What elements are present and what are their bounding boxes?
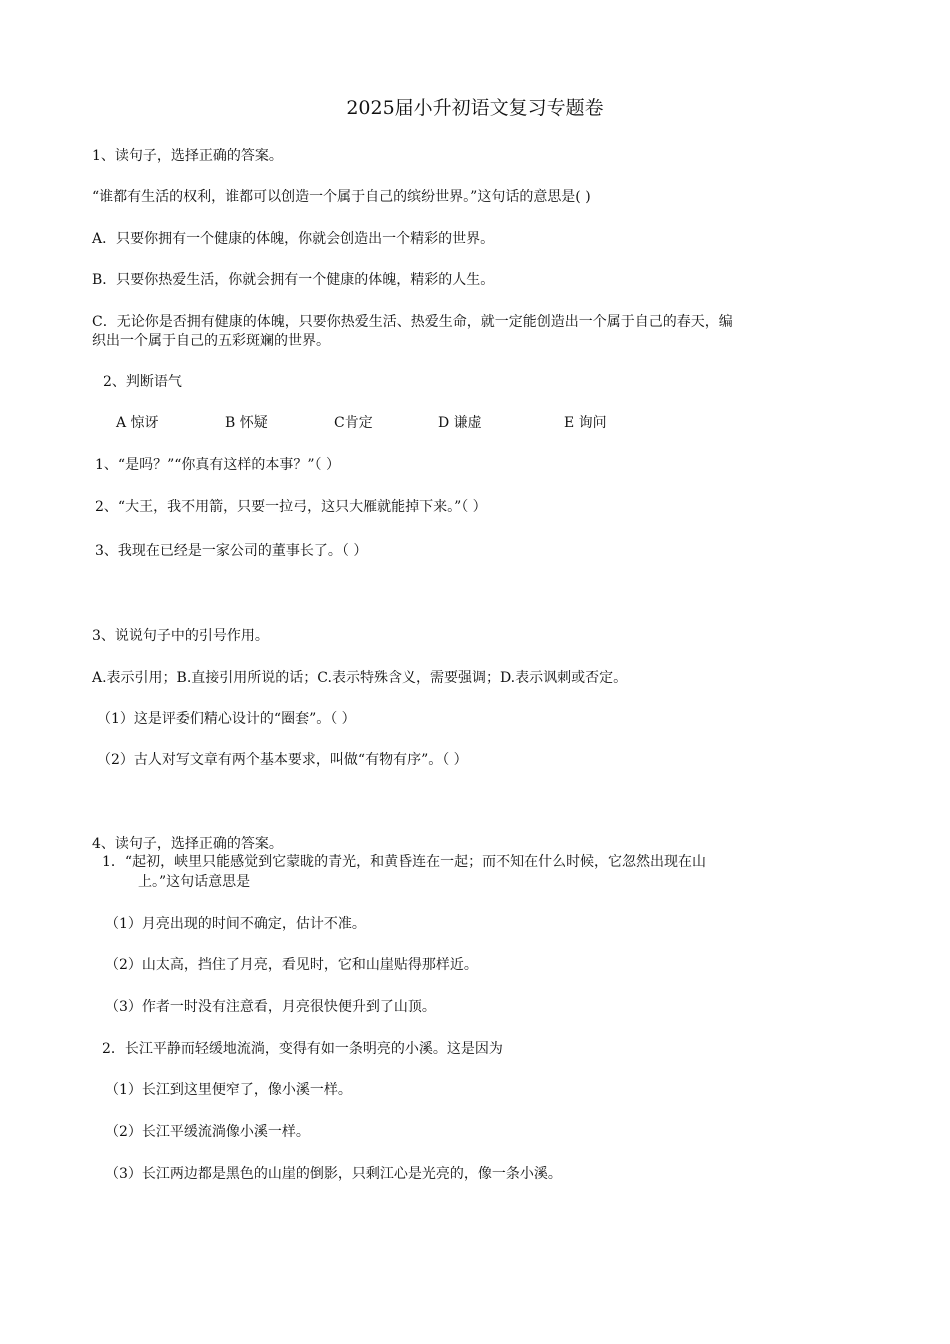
q1-option-b: B．只要你热爱生活，你就会拥有一个健康的体魄，精彩的人生。: [92, 272, 495, 288]
q4-sub2-option-3: （3）长江两边都是黑色的山崖的倒影，只剩江心是光亮的，像一条小溪。: [105, 1166, 562, 1182]
q4-sub1-option-3: （3）作者一时没有注意看，月亮很快便升到了山顶。: [105, 999, 436, 1015]
q1-option-a: A．只要你拥有一个健康的体魄，你就会创造出一个精彩的世界。: [92, 231, 495, 247]
q4-sub1-line1: 1．“起初，峡里只能感觉到它蒙眬的青光，和黄昏连在一起；而不知在什么时候，它忽然出现在山: [102, 854, 707, 870]
q1-option-c-cont: 织出一个属于自己的五彩斑斓的世界。: [92, 333, 330, 349]
q4-sub2-option-1: （1）长江到这里便窄了，像小溪一样。: [105, 1082, 352, 1098]
q2-item-2: 2、“大王，我不用箭，只要一拉弓，这只大雁就能掉下来。”（ ）: [95, 499, 487, 515]
page-title: 2025届小升初语文复习专题卷: [346, 97, 604, 119]
q2-item-1: 1、“是吗？”“你真有这样的本事？”（ ）: [95, 457, 340, 473]
q2-choice-a: A 惊讶: [116, 415, 159, 431]
q2-choice-b: B 怀疑: [225, 415, 268, 431]
q2-item-3: 3、我现在已经是一家公司的董事长了。（ ）: [95, 543, 368, 559]
q1-option-c: C．无论你是否拥有健康的体魄，只要你热爱生活、热爱生命，就一定能创造出一个属于自己的春天，编: [92, 314, 733, 330]
q4-heading: 4、读句子，选择正确的答案。: [92, 836, 283, 852]
q2-heading: 2、判断语气: [103, 374, 182, 390]
q2-choice-e: E 询问: [564, 415, 607, 431]
q4-sub1-option-2: （2）山太高，挡住了月亮，看见时，它和山崖贴得那样近。: [105, 957, 478, 973]
q2-choice-c: C肯定: [334, 415, 373, 431]
q4-sub2-line1: 2．长江平静而轻缓地流淌，变得有如一条明亮的小溪。这是因为: [102, 1041, 503, 1057]
q4-sub1-option-1: （1）月亮出现的时间不确定，估计不准。: [105, 916, 366, 932]
q4-sub1-line2: 上。”这句话意思是: [138, 874, 251, 890]
q4-sub2-option-2: （2）长江平缓流淌像小溪一样。: [105, 1124, 310, 1140]
q3-options: A.表示引用；B.直接引用所说的话；C.表示特殊含义，需要强调；D.表示讽刺或否定。: [92, 670, 628, 686]
q1-sentence: “谁都有生活的权利，谁都可以创造一个属于自己的缤纷世界。”这句话的意思是( ): [92, 189, 591, 205]
q1-heading: 1、读句子，选择正确的答案。: [92, 148, 283, 164]
q2-choice-d: D 谦虚: [438, 415, 482, 431]
q3-item-2: （2）古人对写文章有两个基本要求，叫做“有物有序”。（ ）: [97, 752, 468, 768]
q3-item-1: （1）这是评委们精心设计的“圈套”。（ ）: [97, 711, 356, 727]
q3-heading: 3、说说句子中的引号作用。: [92, 628, 269, 644]
